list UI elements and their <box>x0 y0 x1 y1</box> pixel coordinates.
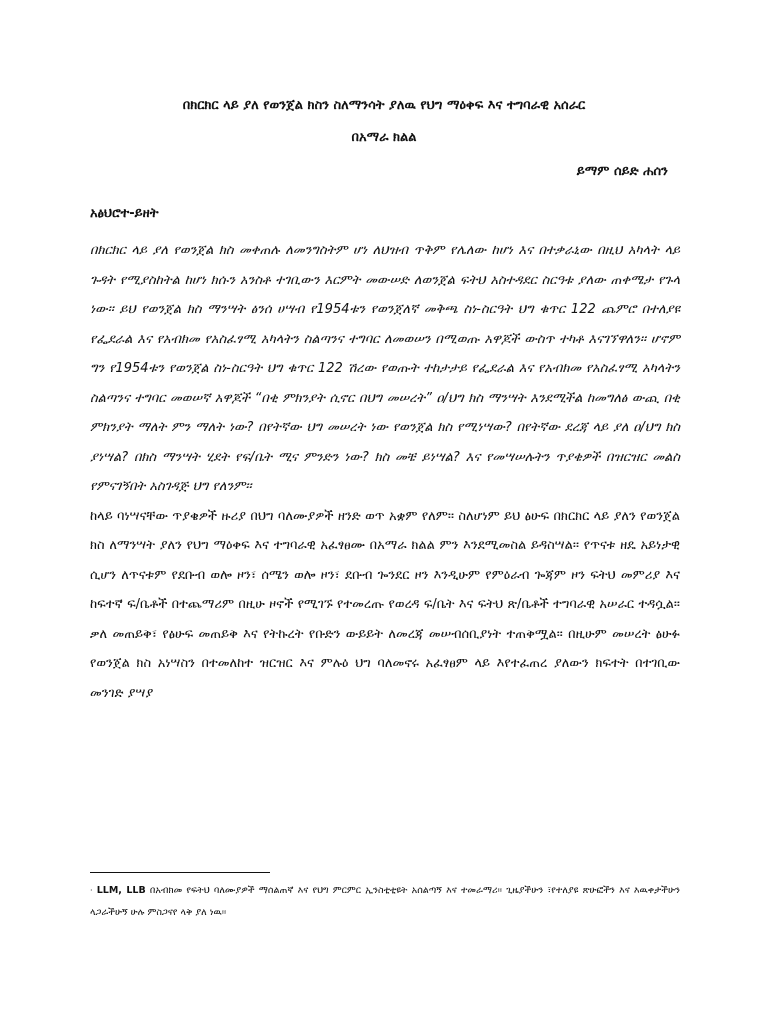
abstract-paragraph: በክርክር ላይ ያለ የወንጀል ክስ መቀጠሉ ለመንግስትም ሆነ ለህዝብ ጥቅም የሌለው ከሆነ እና በተቃራኒው በዚህ አካላት ላይ ጉዳት የሚያስከትል ከሆነ ክሱን አንስቶ ተገቢውን እርምት መውሠድ ለወንጀል ፍትህ አስተዳደር ስርዓቱ ያለው ጠቀሜታ የጉላ ነው፡፡ ይህ የወንጀል ክስ ማንሣት ፅንሰ ሀሣብ የ1954ቱን የወንጀለኛ መቅጫ ስነ-ስርዓት ህግ ቁጥር 122 ጨምሮ በተለያዩ የፌደራል እና የአብክመ የአስፈፃሚ አካላትን ስልጣንና ተግባር ለመወሠን በሚወጡ አዋጆች ውስጥ ተካቶ እናገኘዋለን፡፡ ሆኖም ግን የ1954ቱን የወንጀል ስነ-ስርዓት ህግ ቁጥር 122 ሽረው የወጡት ተከታታይ የፌደራል እና የአብክመ የአስፈፃሚ አካላትን ስልጣንና ተግባር መወሠኛ አዋጆች “በቂ ምክንያት ሲኖር በህግ መሠረት” ዐ/ህግ ክስ ማንሣት እንደሚችል ከመግለፅ ውጪ በቂ ምክንያት ማለት ምን ማለት ነው? በየትኛው ህግ መሠረት ነው የወንጀል ክስ የሚነሣው? በየትኛው ደረጃ ላይ ያለ ዐ/ህግ ክስ ያነሣል? በክስ ማንሣት ሂደት የፍ/ቤት ሚና ምንድን ነው? ክስ መቼ ይነሣል? እና የመሣሠሉትን ጥያቄዎች በዝርዝር መልስ የምናገኝበት አስገዳጅ ህግ የለንም፡፡ <box>90 243 680 494</box>
title-line-1: በክርክር ላይ ያለ የወንጀል ክስን ስለማንሳት ያለዉ የህግ ማዕቀፍ እና ተግባራዊ አሰራር <box>182 98 586 113</box>
document-title <box>60 90 708 154</box>
footnote-text: በአብክመ የፍትህ ባለሙያዎች ማሰልጠኛ እና የህግ ምርምር ኢንስቲቲዩት አሰልጣኝ እና ተመራማሪ፡፡ ጊዜያችሁን ፣የተለያዩ ጽሁፎችን እና እዉቀታችሁን ላጋራችሁኝ ሁሉ ምስጋናየ ላቅ ያለ ነዉ፡፡ <box>90 885 680 918</box>
footnote-separator <box>90 872 270 873</box>
footnote <box>90 880 680 924</box>
document-body <box>90 236 680 708</box>
abstract-heading: አፅህሮተ-ይዘት <box>90 206 159 221</box>
footnote-degrees: LLM, LLB <box>96 885 146 896</box>
title-line-2: በአማራ ክልል <box>351 130 417 145</box>
author-name: ይማም ሰይድ ሐሰን <box>576 164 668 179</box>
body-paragraph: ከላይ ባነሣናቸው ጥያቄዎች ዙሪያ በህግ ባለሙያዎች ዘንድ ወጥ አቋም የለም፡፡ ስለሆነም ይህ ፅሁፍ በክርክር ላይ ያለን የወንጀል ክስ ለማንሣት ያለን የህግ ማዕቀፍ እና ተግባራዊ አፈፃፀሙ በአማራ ክልል ምን እንደሚመስል ይዳስሣል፡፡ የጥናቱ ዘዴ አይነታዊ ሲሆን ለጥናቱም የደቡብ ወሎ ዞን፣ ሰሜን ወሎ ዞን፣ ደቡብ ጐንደር ዞን እንዲሁም የምዕራብ ጐጃም ዞን ፍትህ መምሪያ እና ከፍተኛ ፍ/ቤቶች በተጨማሪም በዚሁ ዞኖች የሚገኙ የተመረጡ የወረዳ ፍ/ቤት እና ፍትህ ጽ/ቤቶች ተግባራዊ አሠራር ተዳሷል፡፡ ቃለ መጠይቅ፣ የፅሁፍ መጠይቅ እና የትኩረት የቡድን ውይይት ለመረጃ መሠብሰቢያነት ተጠቅሟል፡፡ በዚሁም መሠረት ፅሁፉ የወንጀል ክስ አነሣስን በተመለከተ ዝርዝር እና ምሉዕ ህግ ባለመኖሩ አፈፃፀም ላይ እየተፈጠረ ያለውን ክፍተት በተገቢው መንገድ ያሣያ <box>90 508 680 701</box>
footnote-marker: · <box>90 886 93 895</box>
